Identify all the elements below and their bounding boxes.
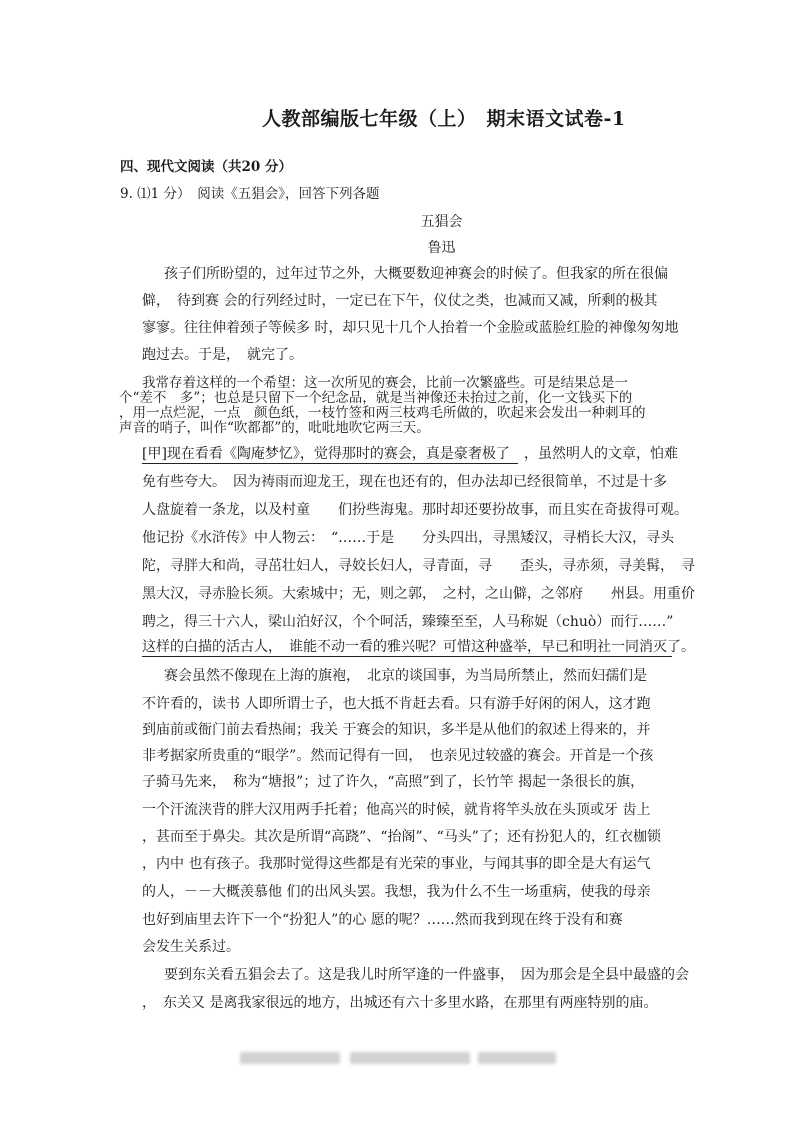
footer-watermark <box>240 1052 340 1064</box>
paragraph-4-line: ，甚而至于鼻尖。其次是所谓“高跷”、“抬阁”、“马头”了；还有扮犯人的，红衣枷锁 <box>142 829 661 845</box>
footer-watermark <box>478 1052 556 1064</box>
paragraph-1-line: 僻， 待到赛 会的行列经过时，一定已在下午，仪仗之类，也减而又减，所剩的极其 <box>142 293 658 309</box>
paragraph-3-line: 免有些夸大。 因为祷雨而迎龙王，现在也还有的，但办法却已经很简单，不过是十多 <box>142 474 667 490</box>
article-author: 鲁迅 <box>427 240 456 256</box>
footer-watermark <box>350 1052 470 1064</box>
paragraph-4-line: 也好到庙里去许下一个“扮犯人”的心 愿的呢？……然而我到现在终于没有和赛 <box>142 912 623 928</box>
paragraph-3-line: 人盘旋着一条龙，以及村童 们扮些海鬼。那时却还要扮故事，而且实在奇拔得可观。 <box>142 502 688 518</box>
article-title: 五猖会 <box>420 214 463 230</box>
paragraph-4-line: ，内中 也有孩子。我那时觉得这些都是有光荣的事业，与闻其事的即全是大有运气 <box>142 856 651 872</box>
paragraph-2-line: 我常存着这样的一个希望：这一次所见的赛会，比前一次繁盛些。可是结果总是一 <box>142 375 628 391</box>
underline-jia-end <box>142 656 672 657</box>
paragraph-2-line: ，用一点烂泥，一点 颜色纸，一枝竹签和两三枝鸡毛所做的，吹起来会发出一种刺耳的 <box>119 405 646 421</box>
paragraph-3-line: 聘之，得三十六人，梁山泊好汉，个个呵活，臻臻至至，人马称娖（chuò）而行……” <box>142 614 674 630</box>
paragraph-3-line: ，虽然明人的文章，怕难 <box>524 446 678 462</box>
paragraph-4-line: 赛会虽然不像现在上海的旗袍， 北京的谈国事，为当局所禁止，然而妇孺们是 <box>164 668 647 684</box>
underline-jia-start <box>142 463 518 464</box>
paragraph-1-line: 寥寥。往往伸着颈子等候多 时，却只见十几个人抬着一个金脸或蓝脸红脸的神像匆匆地 <box>142 320 679 336</box>
exam-title: 人教部编版七年级（上） 期末语文试卷-1 <box>262 108 626 130</box>
paragraph-3-line: 陀，寻胖大和尚，寻茁壮妇人，寻姣长妇人，寻青面，寻 歪头，寻赤须，寻美髯， 寻 <box>142 558 695 574</box>
paragraph-2-line: 声音的哨子，叫作“吹都都”的，吡吡地吹它两三天。 <box>119 420 430 436</box>
paragraph-5-line: 要到东关看五猖会去了。这是我儿时所罕逢的一件盛事， 因为那会是全县中最盛的会 <box>164 967 689 983</box>
paragraph-3-line: 他记扮《水浒传》中人物云： “……于是 分头四出，寻黑矮汉，寻梢长大汉，寻头 <box>142 530 675 546</box>
paragraph-2-line: 个“差不 多”；也总是只留下一个纪念品，就是当神像还未抬过之前，化一文钱买下的 <box>119 390 633 406</box>
paragraph-4-line: 一个汗流浃背的胖大汉用两手托着；他高兴的时候，就肯将竿头放在头顶或牙 齿上 <box>142 802 651 818</box>
paragraph-3-underlined-sentence: 这样的白描的活古人， 谁能不动一看的雅兴呢？可惜这种盛举，早已和明社一同消灭了。 <box>142 639 695 655</box>
paragraph-4-line: 不许看的，读书 人即所谓士子，也大抵不肯赶去看。只有游手好闲的闲人，这才跑 <box>142 696 651 712</box>
question-prompt: 9. ⑴1 分） 阅读《五猖会》，回答下列各题 <box>120 186 380 202</box>
paragraph-4-line: 子骑马先来， 称为“塘报”；过了许久，“高照”到了，长竹竿 揭起一条很长的旗， <box>142 774 645 790</box>
paragraph-4-line: 到庙前或衙门前去看热闹；我关 于赛会的知识，多半是从他们的叙述上得来的，并 <box>142 722 651 738</box>
paragraph-4-line: 的人，－－大概羡慕他 们的出风头罢。我想，我为什么不生一场重病，使我的母亲 <box>142 884 651 900</box>
paragraph-3-line: 黑大汉，寻赤脸长须。大索城中；无，则之郭， 之村，之山僻，之邻府 州县。用重价 <box>142 586 695 602</box>
paragraph-3-underlined-sentence: [甲]现在看看《陶庵梦忆》，觉得那时的赛会，真是豪奢极了 <box>142 446 510 462</box>
paragraph-4-line: 会发生关系过。 <box>142 939 240 955</box>
section-heading: 四、现代文阅读（共20 分） <box>120 159 292 175</box>
paragraph-4-line: 非考据家所贵重的“眼学”。然而记得有一回， 也亲见过较盛的赛会。开首是一个孩 <box>142 748 654 764</box>
paragraph-1-line: 跑过去。于是， 就完了。 <box>142 347 303 363</box>
paragraph-5-line: ， 东关又 是离我家很远的地方，出城还有六十多里水路，在那里有两座特别的庙。 <box>142 995 658 1011</box>
paragraph-1-line: 孩子们所盼望的，过年过节之外，大概要数迎神赛会的时候了。但我家的所在很偏 <box>164 266 668 282</box>
